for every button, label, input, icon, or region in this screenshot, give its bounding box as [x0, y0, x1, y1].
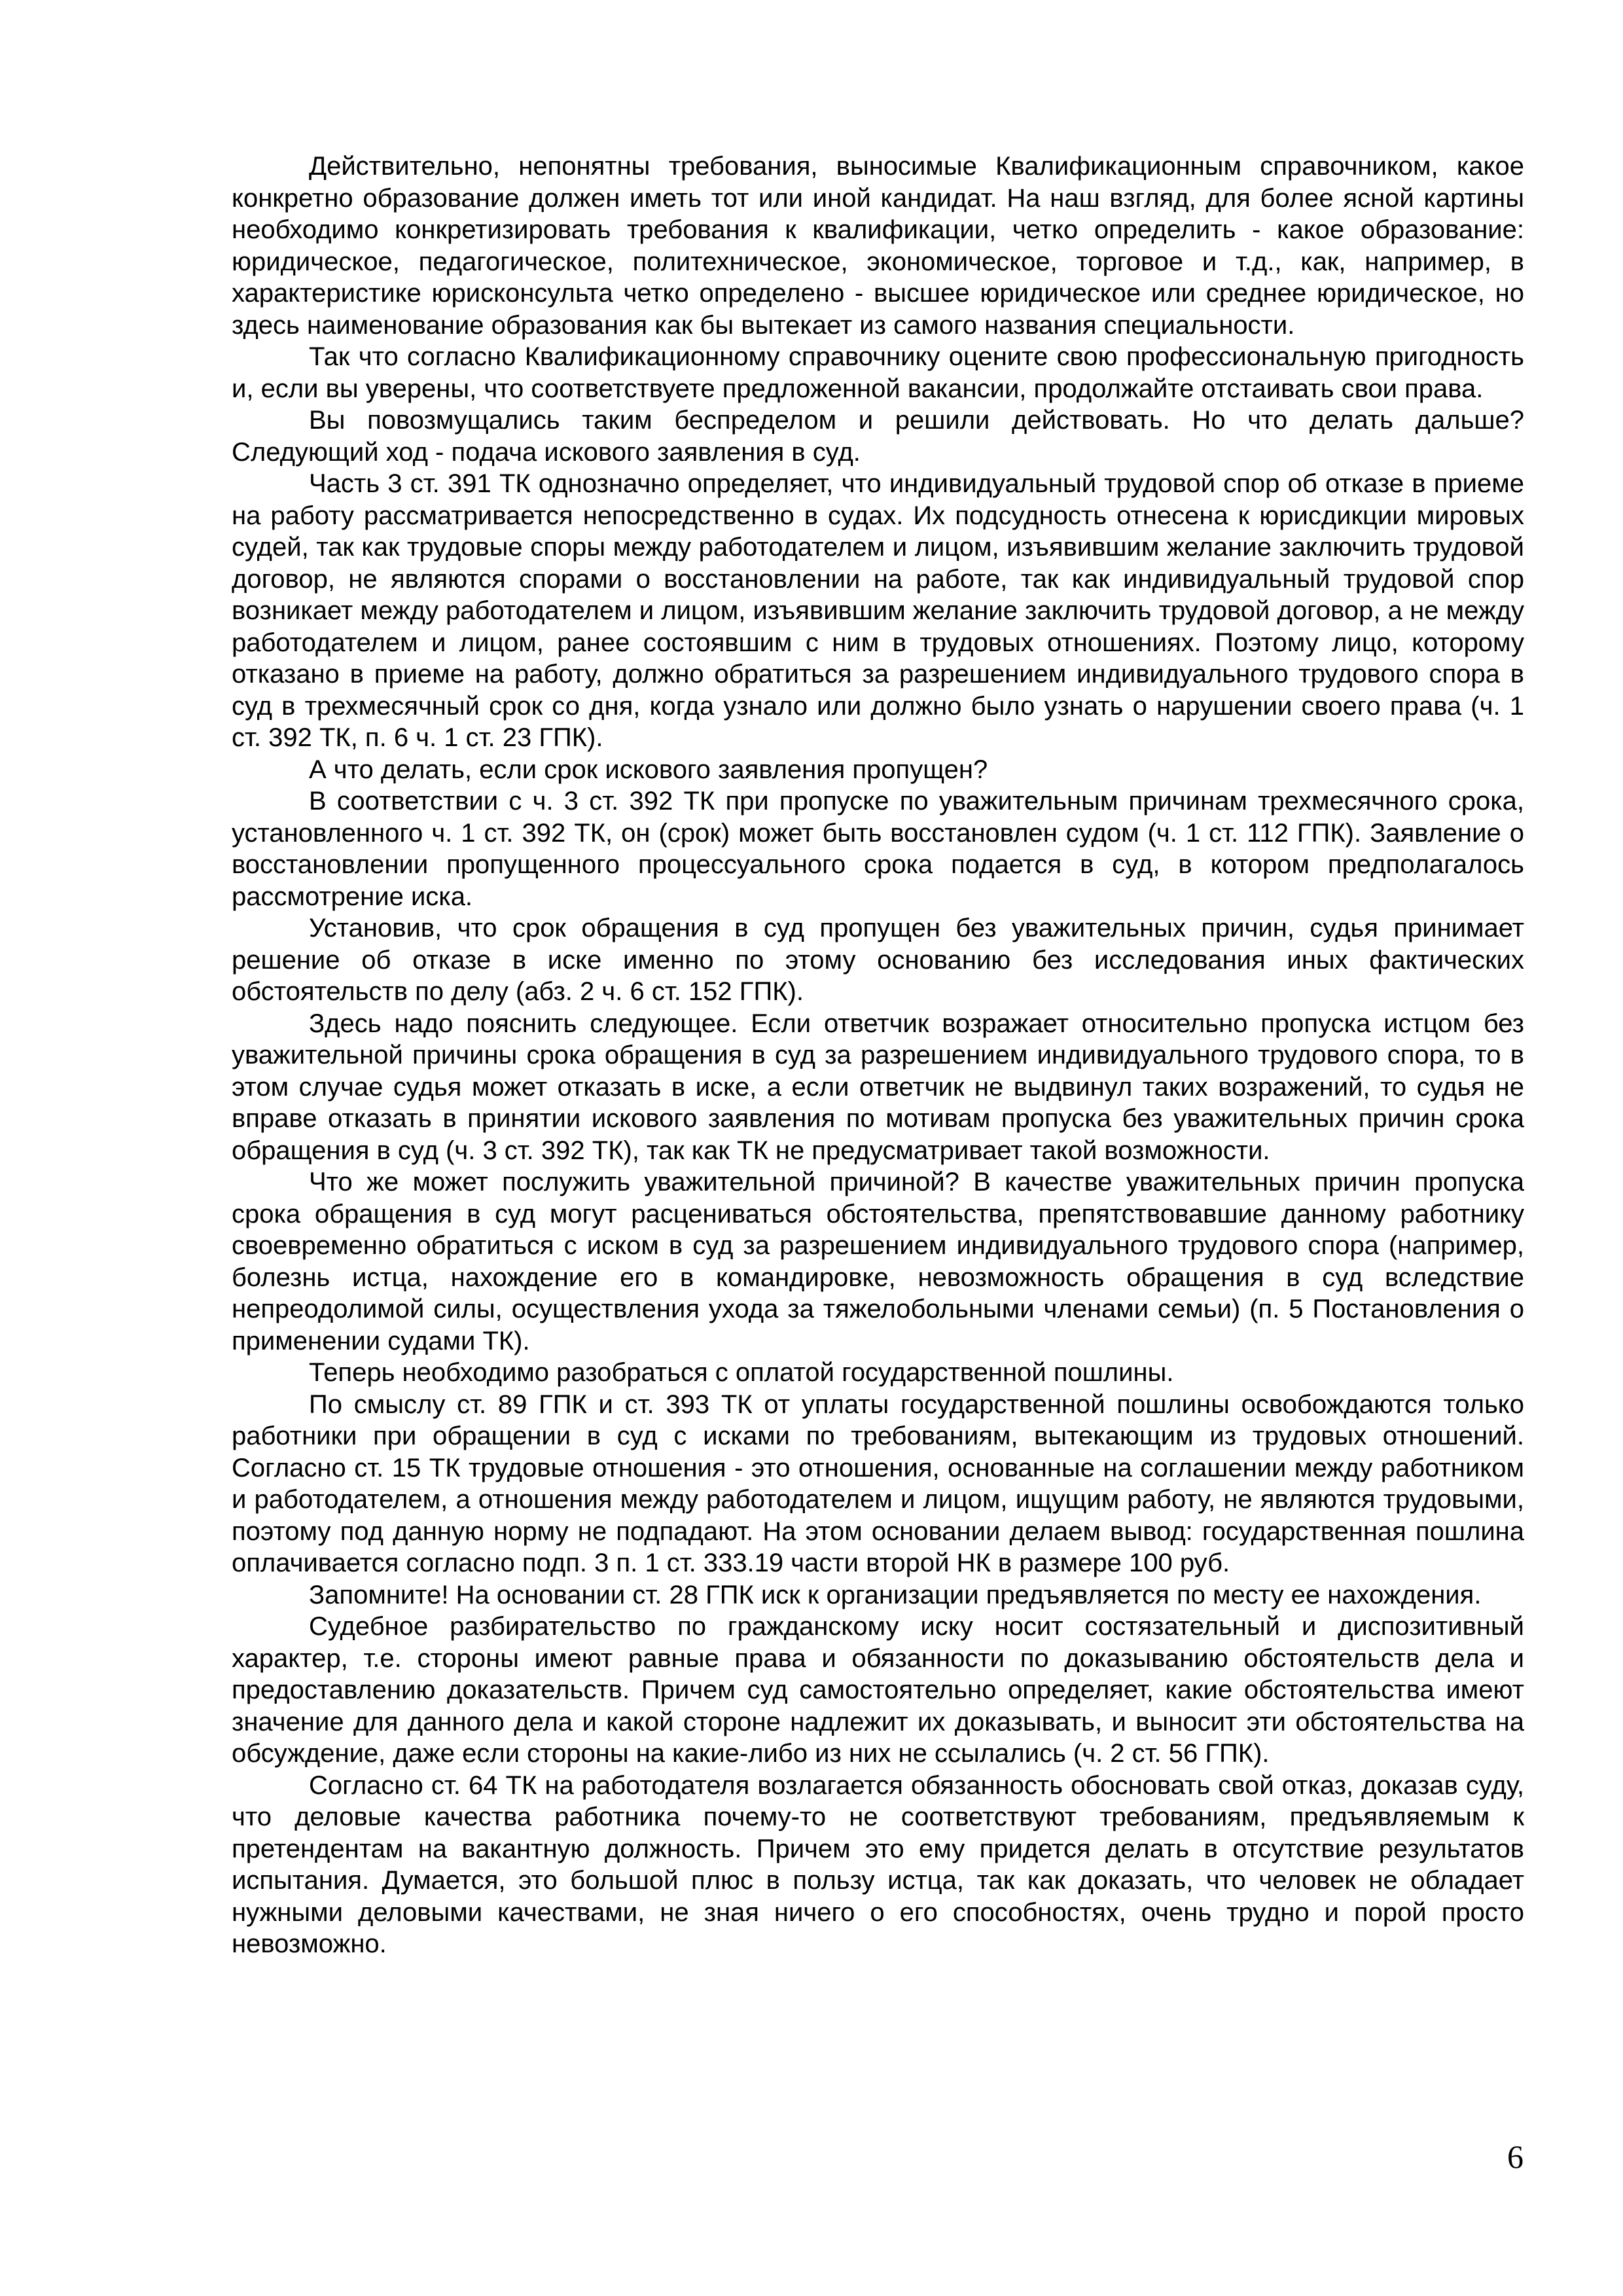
paragraph: Так что согласно Квалификационному справочнику оцените свою профессиональную пригодность и, если вы уверены, что соответствуете предложенной вакансии, продолжайте отстаивать свои права.	[232, 342, 1524, 403]
paragraph: По смыслу ст. 89 ГПК и ст. 393 ТК от уплаты государственной пошлины освобождаются только работники при обращении в суд с исками по требованиям, вытекающим из трудовых отношений. Согласно ст. 15 ТК трудовые отношения - это отношения, основанные на соглашении между работником и работодателем, а отношения между работодателем и лицом, ищущим работу, не являются трудовыми, поэтому под данную норму не подпадают. На этом основании делаем вывод: государственная пошлина оплачивается согласно подп. 3 п. 1 ст. 333.19 части второй НК в размере 100 руб.	[232, 1390, 1524, 1577]
paragraph: А что делать, если срок искового заявления пропущен?	[309, 755, 988, 784]
paragraph: Судебное разбирательство по гражданскому иску носит состязательный и диспозитивный характер, т.е. стороны имеют равные права и обязанности по доказыванию обстоятельств дела и предоставлению доказательств. Причем суд самостоятельно определяет, какие обстоятельства имеют значение для данного дела и какой стороне надлежит их доказывать, и выносит эти обстоятельства на обсуждение, даже если стороны на какие-либо из них не ссылались (ч. 2 ст. 56 ГПК).	[232, 1612, 1524, 1768]
paragraph: Здесь надо пояснить следующее. Если ответчик возражает относительно пропуска истцом без уважительной причины срока обращения в суд за разрешением индивидуального трудового спора, то в этом случае судья может отказать в иске, а если ответчик не выдвинул таких возражений, то судья не вправе отказать в принятии искового заявления по мотивам пропуска без уважительных причин срока обращения в суд (ч. 3 ст. 392 ТК), так как ТК не предусматривает такой возможности.	[232, 1009, 1524, 1165]
paragraph: Что же может послужить уважительной причиной? В качестве уважительных причин пропуска срока обращения в суд могут расцениваться обстоятельства, препятствовавшие данному работнику своевременно обратиться с иском в суд за разрешением индивидуального трудового спора (например, болезнь истца, нахождение его в командировке, невозможность обращения в суд вследствие непреодолимой силы, осуществления ухода за тяжелобольными членами семьи) (п. 5 Постановления о применении судами ТК).	[232, 1168, 1524, 1355]
document-body	[232, 151, 1524, 1960]
paragraph: Согласно ст. 64 ТК на работодателя возлагается обязанность обосновать свой отказ, доказав суду, что деловые качества работника почему-то не соответствуют требованиям, предъявляемым к претендентам на вакантную должность. Причем это ему придется делать в отсутствие результатов испытания. Думается, это большой плюс в пользу истца, так как доказать, что человек не обладает нужными деловыми качествами, не зная ничего о его способностях, очень трудно и порой просто невозможно.	[232, 1770, 1524, 1958]
paragraph: Действительно, непонятны требования, выносимые Квалификационным справочником, какое конкретно образование должен иметь тот или иной кандидат. На наш взгляд, для более ясной картины необходимо конкретизировать требования к квалификации, четко определить - какое образование: юридическое, педагогическое, политехническое, экономическое, торговое и т.д., как, например, в характеристике юрисконсульта четко определено - высшее юридическое или среднее юридическое, но здесь наименование образования как бы вытекает из самого названия специальности.	[232, 152, 1524, 340]
paragraph: Запомните! На основании ст. 28 ГПК иск к организации предъявляется по месту ее нахождения.	[309, 1580, 1482, 1609]
paragraph: Часть 3 ст. 391 ТК однозначно определяет, что индивидуальный трудовой спор об отказе в приеме на работу рассматривается непосредственно в судах. Их подсудность отнесена к юрисдикции мировых судей, так как трудовые споры между работодателем и лицом, изъявившим желание заключить трудовой договор, не являются спорами о восстановлении на работе, так как индивидуальный трудовой спор возникает между работодателем и лицом, изъявившим желание заключить трудовой договор, а не между работодателем и лицом, ранее состоявшим с ним в трудовых отношениях. Поэтому лицо, которому отказано в приеме на работу, должно обратиться за разрешением индивидуального трудового спора в суд в трехмесячный срок со дня, когда узнало или должно было узнать о нарушении своего права (ч. 1 ст. 392 ТК, п. 6 ч. 1 ст. 23 ГПК).	[232, 469, 1524, 752]
paragraph: В соответствии с ч. 3 ст. 392 ТК при пропуске по уважительным причинам трехмесячного срока, установленного ч. 1 ст. 392 ТК, он (срок) может быть восстановлен судом (ч. 1 ст. 112 ГПК). Заявление о восстановлении пропущенного процессуального срока подается в суд, в котором предполагалось рассмотрение иска.	[232, 787, 1524, 911]
paragraph: Вы повозмущались таким беспределом и решили действовать. Но что делать дальше? Следующий ход - подача искового заявления в суд.	[232, 406, 1524, 467]
paragraph: Установив, что срок обращения в суд пропущен без уважительных причин, судья принимает решение об отказе в иске именно по этому основанию без исследования иных фактических обстоятельств по делу (абз. 2 ч. 6 ст. 152 ГПК).	[232, 914, 1524, 1006]
paragraph: Теперь необходимо разобраться с оплатой государственной пошлины.	[309, 1358, 1174, 1387]
page-number: 6	[1507, 2138, 1524, 2175]
